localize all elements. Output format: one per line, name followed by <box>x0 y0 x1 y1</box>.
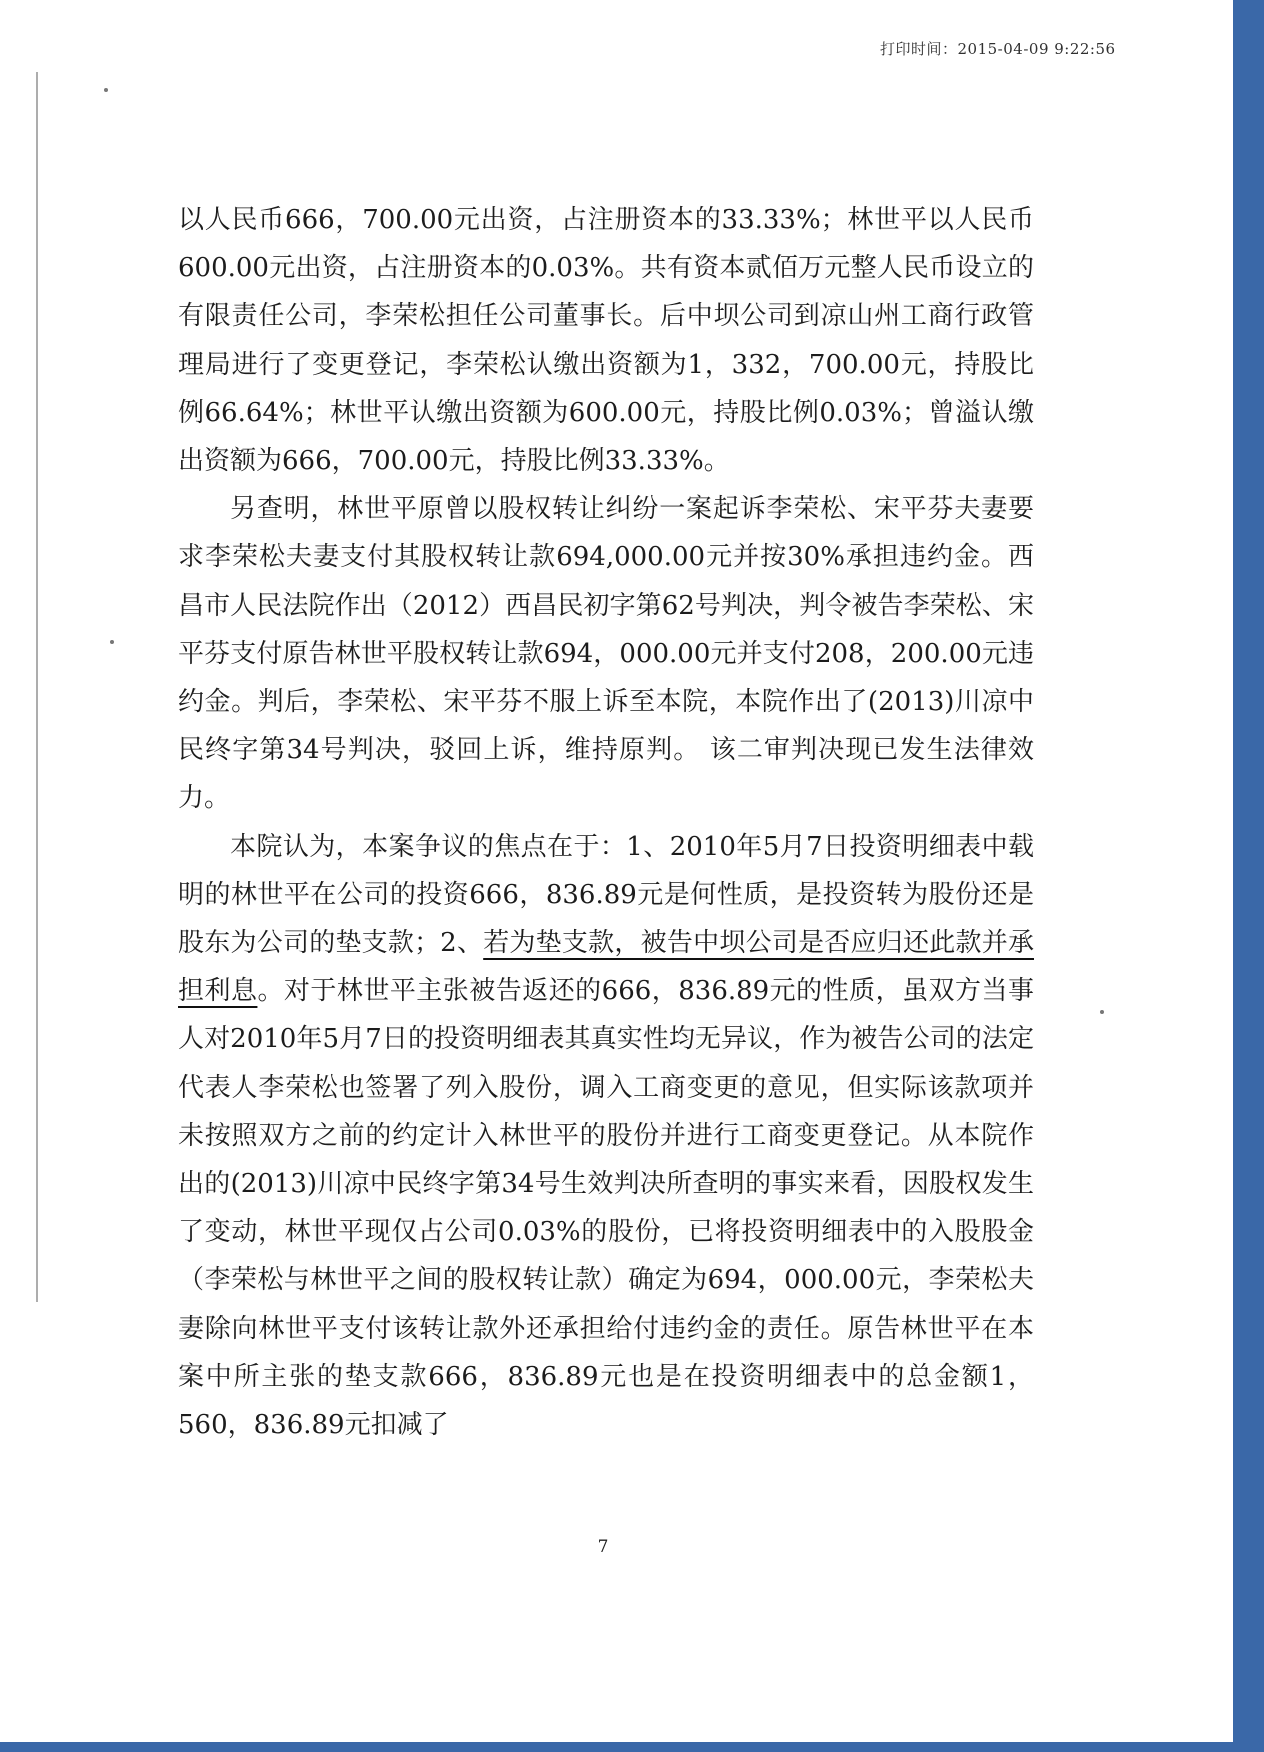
print-timestamp: 打印时间：2015-04-09 9:22:56 <box>880 40 1116 58</box>
scan-speck <box>104 88 108 92</box>
document-body <box>178 196 1034 1449</box>
paragraph-shareholding: 以人民币666，700.00元出资，占注册资本的33.33%；林世平以人民币600.00元出资，占注册资本的0.03%。共有资本贰佰万元整人民币设立的有限责任公司，李荣松担任公司董事长。后中坝公司到凉山州工商行政管理局进行了变更登记，李荣松认缴出资额为1，332，700.00元，持股比例66.64%；林世平认缴出资额为600.00元，持股比例0.03%；曾溢认缴出资额为666，700.00元，持股比例33.33%。 <box>178 205 1034 477</box>
scan-speck <box>1100 1010 1104 1014</box>
paragraph-further-findings: 另查明，林世平原曾以股权转让纠纷一案起诉李荣松、宋平芬夫妻要求李荣松夫妻支付其股权转让款694,000.00元并按30%承担违约金。西昌市人民法院作出（2012）西昌民初字第62号判决，判令被告李荣松、宋平芬支付原告林世平股权转让款694，000.00元并支付208，200.00元违约金。判后，李荣松、宋平芬不服上诉至本院，本院作出了(2013)川凉中民终字第34号判决，驳回上诉，维持原判。 该二审判决现已发生法律效力。 <box>178 494 1034 814</box>
scan-border-bottom <box>0 1742 1264 1752</box>
opinion-text-rest: 。对于林世平主张被告返还的666，836.89元的性质，虽双方当事人对2010年5月7日的投资明细表其真实性均无异议，作为被告公司的法定代表人李荣松也签署了列入股份，调入工商变更的意见，但实际该款项并未按照双方之前的约定计入林世平的股份并进行工商变更登记。从本院作出的(2013)川凉中民终字第34号生效判决所查明的事实来看，因股权发生了变动，林世平现仅占公司0.03%的股份，已将投资明细表中的入股股金（李荣松与林世平之间的股权转让款）确定为694，000.00元，李荣松夫妻除向林世平支付该转让款外还承担给付违约金的责任。原告林世平在本案中所主张的垫支款666，836.89元也是在投资明细表中的总金额1，560，836.89元扣减了 <box>178 976 1034 1441</box>
handwritten-underlined-text: 若为垫支款，被告中坝公司是否应归还此款并承担利息 <box>178 928 1034 1007</box>
page-number: 7 <box>597 1537 609 1557</box>
paragraph-court-opinion <box>178 823 1034 1450</box>
scan-speck <box>110 640 114 644</box>
opinion-text-start: 本院认为，本案争议的焦点在于：1、2010年5月7日投资明细表中载明的林世平在公司的投资666，836.89元是何性质，是投资转为股份还是股东为公司的垫支款；2、 <box>178 831 1034 959</box>
scan-border-right <box>1233 0 1264 1752</box>
binding-margin-line <box>36 72 38 1302</box>
